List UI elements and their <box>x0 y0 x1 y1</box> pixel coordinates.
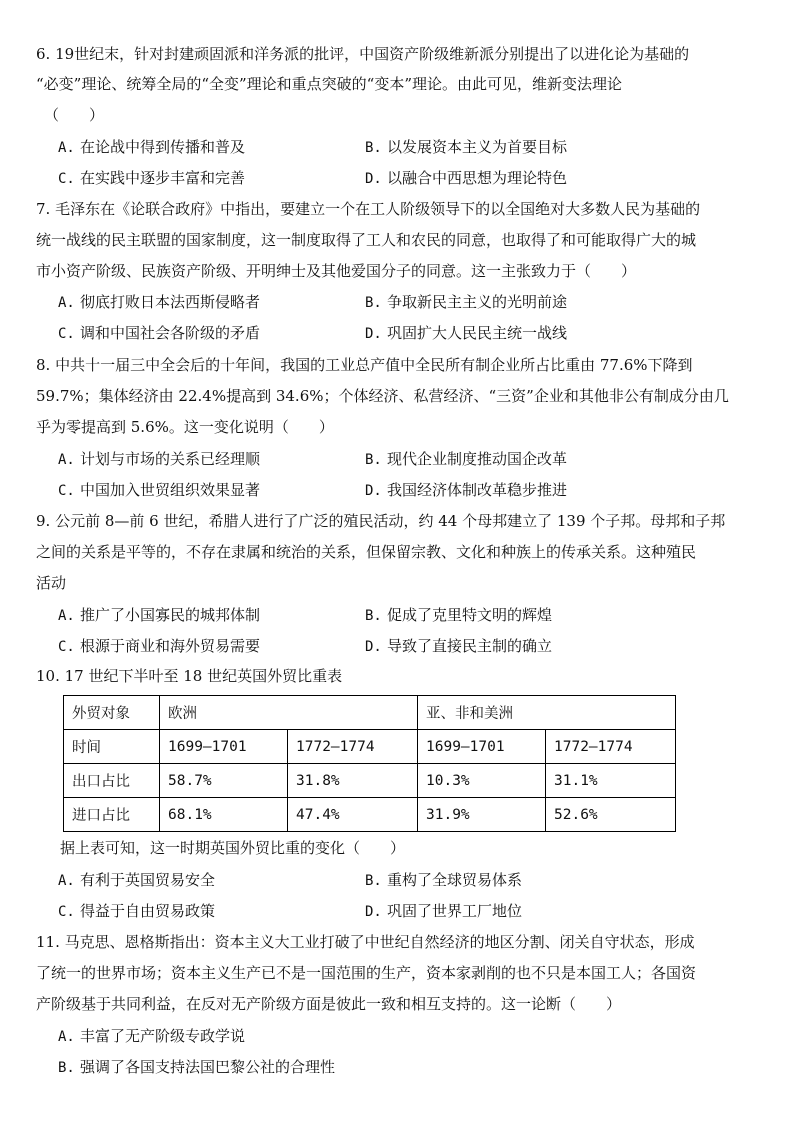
table-row-import <box>64 798 676 832</box>
q8-option-a[interactable]: A. 计划与市场的关系已经理顺 <box>58 450 261 468</box>
table-cell: 1772—1774 <box>288 730 418 764</box>
q10-stem: 据上表可知，这一时期英国外贸比重的变化（ ） <box>60 839 406 857</box>
table-cell: 58.7% <box>160 764 288 798</box>
q6-answer-blank: （ ） <box>44 106 105 124</box>
q6-option-c[interactable]: C. 在实践中逐步丰富和完善 <box>58 169 246 187</box>
table-cell: 47.4% <box>288 798 418 832</box>
table-cell: 31.9% <box>418 798 546 832</box>
q10-option-d[interactable]: D. 巩固了世界工厂地位 <box>365 902 523 920</box>
header-europe: 欧洲 <box>160 696 418 730</box>
header-trade-partner: 外贸对象 <box>64 696 160 730</box>
q8-option-b[interactable]: B. 现代企业制度推动国企改革 <box>365 450 568 468</box>
table-cell: 1699—1701 <box>160 730 288 764</box>
table-cell: 10.3% <box>418 764 546 798</box>
table-cell: 31.8% <box>288 764 418 798</box>
q7-stem-line-3: 市小资产阶级、民族资产阶级、开明绅士及其他爱国分子的同意。这一主张致力于（ ） <box>36 262 637 280</box>
q8-option-d[interactable]: D. 我国经济体制改革稳步推进 <box>365 481 568 499</box>
q7-stem-line-2: 统一战线的民主联盟的国家制度，这一制度取得了工人和农民的同意，也取得了和可能取得广大的城 <box>36 231 697 249</box>
q11-stem-line-1: 11. 马克思、恩格斯指出：资本主义大工业打破了中世纪自然经济的地区分割、闭关自守状态，形成 <box>36 933 695 951</box>
q11-stem-line-2: 了统一的世界市场；资本主义生产已不是一国范围的生产，资本家剥削的也不只是本国工人；各国资 <box>36 964 697 982</box>
q10-option-c[interactable]: C. 得益于自由贸易政策 <box>58 902 216 920</box>
q8-stem-line-2: 59.7%；集体经济由 22.4%提高到 34.6%；个体经济、私营经济、“三资”企业和其他非公有制成分由几 <box>36 387 729 405</box>
table-cell: 1699—1701 <box>418 730 546 764</box>
header-asia-africa-america: 亚、非和美洲 <box>418 696 676 730</box>
q6-stem-line-1: 6. 19世纪末，针对封建顽固派和洋务派的批评，中国资产阶级维新派分别提出了以进化论为基础的 <box>36 45 690 63</box>
q9-option-a[interactable]: A. 推广了小国寡民的城邦体制 <box>58 606 261 624</box>
table-cell: 52.6% <box>546 798 676 832</box>
q9-stem-line-3: 活动 <box>36 574 67 592</box>
q9-option-b[interactable]: B. 促成了克里特文明的辉煌 <box>365 606 553 624</box>
q11-option-b[interactable]: B. 强调了各国支持法国巴黎公社的合理性 <box>58 1058 336 1076</box>
q9-option-d[interactable]: D. 导致了直接民主制的确立 <box>365 637 553 655</box>
row-label-export: 出口占比 <box>64 764 160 798</box>
row-label-import: 进口占比 <box>64 798 160 832</box>
q7-option-a[interactable]: A. 彻底打败日本法西斯侵略者 <box>58 293 261 311</box>
q8-stem-line-3: 乎为零提高到 5.6%。这一变化说明（ ） <box>36 418 334 436</box>
table-cell: 31.1% <box>546 764 676 798</box>
q9-stem-line-1: 9. 公元前 8—前 6 世纪，希腊人进行了广泛的殖民活动，约 44 个母邦建立了 139 个子邦。母邦和子邦 <box>36 512 726 530</box>
q9-option-c[interactable]: C. 根源于商业和海外贸易需要 <box>58 637 261 655</box>
trade-ratio-table <box>63 695 676 832</box>
q8-stem-line-1: 8. 中共十一届三中全会后的十年间，我国的工业总产值中全民所有制企业所占比重由 77.6%下降到 <box>36 356 693 374</box>
table-header-row <box>64 696 676 730</box>
q10-option-a[interactable]: A. 有利于英国贸易安全 <box>58 871 216 889</box>
table-row-time <box>64 730 676 764</box>
q6-stem-line-2: “必变”理论、统筹全局的“全变”理论和重点突破的“变本”理论。由此可见，维新变法理论 <box>36 75 623 93</box>
table-row-export <box>64 764 676 798</box>
q7-option-d[interactable]: D. 巩固扩大人民民主统一战线 <box>365 324 568 342</box>
q6-option-b[interactable]: B. 以发展资本主义为首要目标 <box>365 138 568 156</box>
q10-title: 10. 17 世纪下半叶至 18 世纪英国外贸比重表 <box>36 667 343 685</box>
q10-option-b[interactable]: B. 重构了全球贸易体系 <box>365 871 523 889</box>
table-cell: 1772—1774 <box>546 730 676 764</box>
q6-option-d[interactable]: D. 以融合中西思想为理论特色 <box>365 169 568 187</box>
q6-option-a[interactable]: A. 在论战中得到传播和普及 <box>58 138 246 156</box>
q7-stem-line-1: 7. 毛泽东在《论联合政府》中指出，要建立一个在工人阶级领导下的以全国绝对大多数人民为基础的 <box>36 200 701 218</box>
row-label-time: 时间 <box>64 730 160 764</box>
q8-option-c[interactable]: C. 中国加入世贸组织效果显著 <box>58 481 261 499</box>
q7-option-b[interactable]: B. 争取新民主主义的光明前途 <box>365 293 568 311</box>
q11-stem-line-3: 产阶级基于共同利益，在反对无产阶级方面是彼此一致和相互支持的。这一论断（ ） <box>36 995 622 1013</box>
table-cell: 68.1% <box>160 798 288 832</box>
q7-option-c[interactable]: C. 调和中国社会各阶级的矛盾 <box>58 324 261 342</box>
q11-option-a[interactable]: A. 丰富了无产阶级专政学说 <box>58 1027 246 1045</box>
q9-stem-line-2: 之间的关系是平等的，不存在隶属和统治的关系，但保留宗教、文化和种族上的传承关系。这种殖民 <box>36 543 697 561</box>
